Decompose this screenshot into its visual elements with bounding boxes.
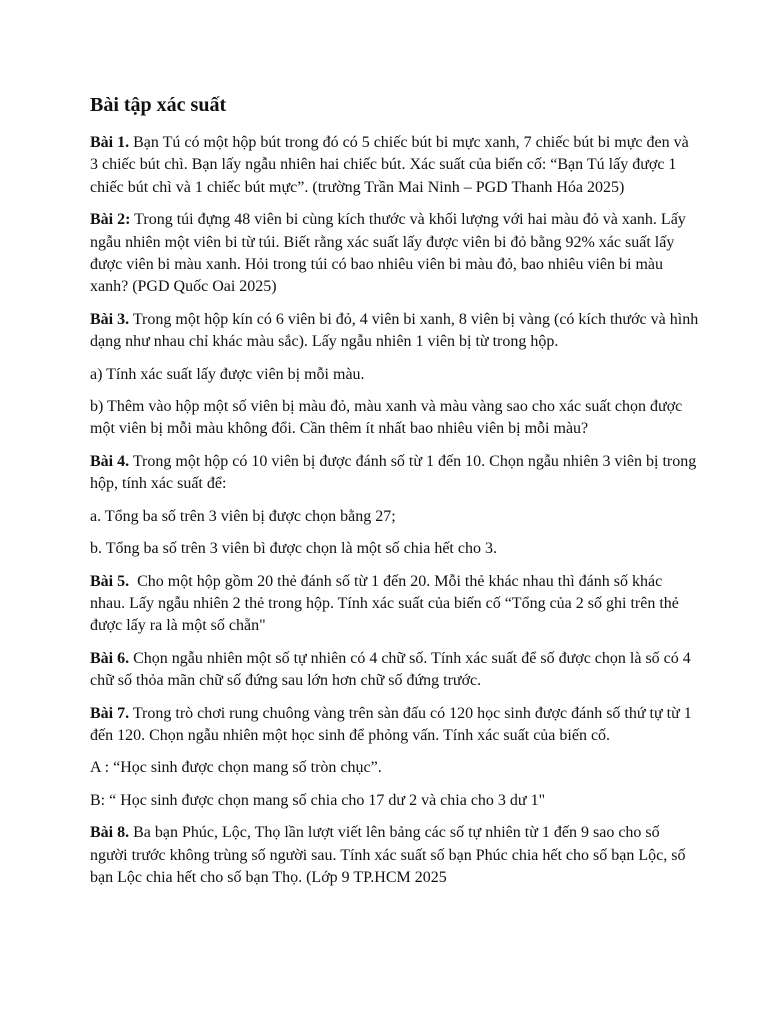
exercise-label: Bài 6. — [90, 649, 130, 667]
exercise-5 — [90, 571, 700, 638]
exercise-label: Bài 1. — [90, 134, 130, 151]
exercise-text: Trong trò chơi rung chuông vàng trên sàn đấu có 120 học sinh được đánh số thứ tự từ 1 đến 120. Chọn ngẫu nhiên một học sinh để phỏng vấn. Tính xác suất của biến cố. — [90, 704, 692, 744]
exercise-1 — [90, 132, 700, 199]
exercise-text: Trong một hộp có 10 viên bị được đánh số từ 1 đến 10. Chọn ngẫu nhiên 3 viên bị trong hộp, tính xác suất để: — [90, 452, 697, 493]
exercise-4 — [90, 451, 700, 496]
exercise-label: Bài 4. — [90, 452, 130, 470]
exercise-text: Chọn ngẫu nhiên một số tự nhiên có 4 chữ số. Tính xác suất để số được chọn là số có 4 chữ số thỏa mãn chữ số đứng sau lớn hơn chữ số đứng trước. — [90, 649, 691, 690]
exercise-text: b) Thêm vào hộp một số viên bị màu đỏ, màu xanh và màu vàng sao cho xác suất chọn được một viên bị mỗi màu không đổi. Cần thêm ít nhất bao nhiêu viên bị mỗi màu? — [90, 398, 683, 438]
exercise-text: Trong một hộp kín có 6 viên bi đỏ, 4 viên bi xanh, 8 viên bị vàng (có kích thước và hình dạng như nhau chỉ khác màu sắc). Lấy ngẫu nhiên 1 viên bị từ trong hộp. — [90, 310, 699, 351]
exercise-label: Bài 3. — [90, 310, 130, 328]
exercise-label: Bài 8. — [90, 824, 130, 842]
document-title: Bài tập xác suất — [90, 94, 227, 116]
exercise-text: a. Tổng ba số trên 3 viên bị được chọn bằng 27; — [90, 507, 396, 525]
exercise-text: A : “Học sinh được chọn mang số tròn chục”. — [90, 759, 382, 777]
exercise-7-event-b — [90, 790, 700, 812]
exercise-3a — [90, 364, 700, 386]
exercise-4a — [90, 506, 700, 528]
exercise-7 — [90, 703, 700, 748]
exercise-text: Trong túi đựng 48 viên bi cùng kích thước và khối lượng với hai màu đỏ và xanh. Lấy ngẫu nhiên một viên bi từ túi. Biết rằng xác suất lấy được viên bi đỏ bằng 92% xác suất lấy được viên bi màu xanh. Hỏi trong túi có bao nhiêu viên bi màu đỏ, bao nhiêu viên bi màu xanh? (PGD Quốc Oai 2025) — [90, 211, 686, 296]
exercise-label: Bài 7. — [90, 704, 130, 722]
exercise-text: Cho một hộp gồm 20 thẻ đánh số từ 1 đến 20. Mỗi thẻ khác nhau thì đánh số khác nhau. Lấy ngẫu nhiên 2 thẻ trong hộp. Tính xác suất của biến cố “Tổng của 2 số ghi trên thẻ được lấy ra là một số chẵn" — [90, 572, 683, 635]
exercise-7-event-a — [90, 757, 700, 779]
exercise-text: Ba bạn Phúc, Lộc, Thọ lần lượt viết lên bảng các số tự nhiên từ 1 đến 9 sao cho số người trước không trùng số người sau. Tính xác suất số bạn Phúc chia hết cho số bạn Lộc, số bạn Lộc chia hết cho số bạn Thọ. (Lớp 9 TP.HCM 2025 — [90, 824, 686, 886]
exercise-text: B: “ Học sinh được chọn mang số chia cho 17 dư 2 và chia cho 3 dư 1" — [90, 791, 546, 809]
exercise-3b — [90, 396, 700, 441]
exercise-4b — [90, 538, 700, 560]
exercise-text: Bạn Tú có một hộp bút trong đó có 5 chiếc bút bi mực xanh, 7 chiếc bút bi mực đen và 3 chiếc bút chì. Bạn lấy ngẫu nhiên hai chiếc bút. Xác suất của biến cố: “Bạn Tú lấy được 1 chiếc bút chì và 1 chiếc bút mực”. (trường Trần Mai Ninh – PGD Thanh Hóa 2025) — [90, 134, 689, 196]
exercise-text: b. Tổng ba số trên 3 viên bì được chọn là một số chia hết cho 3. — [90, 540, 497, 558]
exercise-3 — [90, 309, 700, 354]
exercise-label: Bài 2: — [90, 211, 131, 229]
exercise-label: Bài 5. — [90, 572, 130, 590]
exercise-8 — [90, 822, 700, 889]
document-body — [90, 92, 700, 899]
exercise-6 — [90, 648, 700, 693]
exercise-2 — [90, 209, 700, 299]
exercise-text: a) Tính xác suất lấy được viên bị mỗi màu. — [90, 365, 365, 383]
